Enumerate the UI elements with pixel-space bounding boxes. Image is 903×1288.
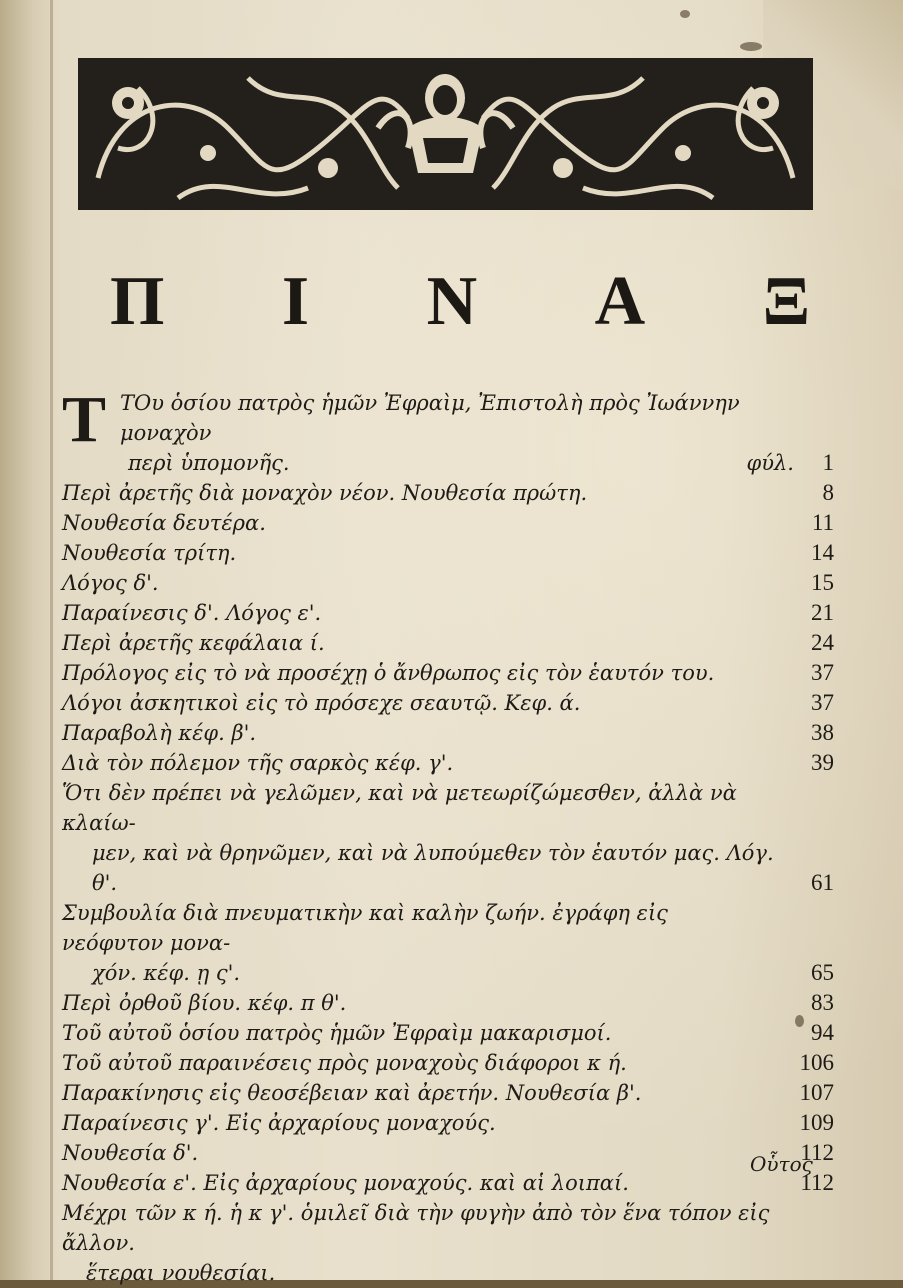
toc-entry — [62, 658, 834, 688]
drop-cap: Τ — [62, 383, 107, 456]
page-title — [110, 262, 810, 342]
toc-entry-text: Λόγος δ'. — [62, 571, 159, 595]
page-number: 39 — [811, 750, 834, 775]
folio-label: φύλ. — [746, 451, 794, 475]
ink-stain — [795, 1015, 804, 1027]
toc-entry — [62, 778, 834, 898]
page-number: 1 — [822, 450, 834, 475]
page-number: 11 — [811, 510, 834, 535]
toc-entry — [62, 508, 834, 538]
page-number: 21 — [811, 600, 834, 625]
toc-entry-text: περὶ ὑπομονῆς. — [128, 451, 290, 475]
toc-entry — [62, 1108, 834, 1138]
page-number: 65 — [811, 960, 834, 985]
toc-entry-text: Πρόλογος εἰς τὸ νὰ προσέχῃ ὁ ἄνθρωπος εἰς τὸν ἑαυτόν του. — [62, 661, 715, 685]
page-number: 8 — [822, 480, 834, 505]
toc-entry — [62, 568, 834, 598]
toc-entry-text: Λόγοι ἀσκητικοὶ εἰς τὸ πρόσεχε σεαυτῷ. Κεφ. ά. — [62, 691, 581, 715]
page-number: 112 — [800, 1170, 834, 1195]
page-number: 15 — [811, 570, 834, 595]
toc-entry — [62, 1168, 834, 1198]
toc-entry — [62, 748, 834, 778]
toc-entry-text: Τοῦ αὐτοῦ παραινέσεις πρὸς μοναχοὺς διάφοροι κ ή. — [62, 1051, 627, 1075]
toc-entry — [62, 1048, 834, 1078]
toc-entry-text: Συμβουλία διὰ πνευματικὴν καὶ καλὴν ζωήν. ἐγράφη εἰς νεόφυτον μονα- — [62, 901, 668, 955]
toc-entry-text: Παραίνεσις δ'. Λόγος ε'. — [62, 601, 322, 625]
ink-stain — [740, 42, 762, 51]
toc-entry-text: Ὅτι δὲν πρέπει νὰ γελῶμεν, καὶ νὰ μετεωρίζώμεσθεν, ἀλλὰ νὰ κλαίω- — [62, 781, 737, 835]
toc-entry-text: Μέχρι τῶν κ ή. ἡ κ γ'. ὁμιλεῖ διὰ τὴν φυγὴν ἀπὸ τὸν ἕνα τόπον εἰς ἄλλον. — [62, 1201, 770, 1255]
page-number: 109 — [799, 1110, 834, 1135]
toc-entry-text: Νουθεσία δ'. — [62, 1141, 199, 1165]
ink-stain — [680, 10, 690, 18]
toc-entry-text: Νουθεσία ε'. Εἰς ἀρχαρίους μοναχούς. καὶ αἱ λοιπαί. — [62, 1171, 629, 1195]
toc-entry — [62, 383, 834, 478]
toc-entry — [62, 718, 834, 748]
toc-entry-text: Τοῦ αὐτοῦ ὁσίου πατρὸς ἡμῶν Ἐφραὶμ μακαρισμοί. — [62, 1021, 612, 1045]
title-letter: Ν — [426, 263, 478, 340]
table-of-contents — [62, 383, 834, 1288]
toc-entry-text: ΤΟυ ὁσίου πατρὸς ἡμῶν Ἐφραὶμ, Ἐπιστολὴ πρὸς Ἰωάννην μοναχὸν — [120, 391, 740, 445]
toc-entry — [62, 1018, 834, 1048]
toc-entry-text: Περὶ ἀρετῆς κεφάλαια ί. — [62, 631, 325, 655]
toc-entry-text: χόν. κέφ. ῃ ς'. — [92, 961, 241, 985]
headpiece-ornament — [78, 58, 813, 210]
page-number: 106 — [799, 1050, 834, 1075]
toc-entry-text: Περὶ ἀρετῆς διὰ μοναχὸν νέον. Νουθεσία πρώτη. — [62, 481, 588, 505]
toc-entry — [62, 598, 834, 628]
title-letter: Π — [110, 263, 165, 340]
toc-entry-text: Νουθεσία τρίτη. — [62, 541, 237, 565]
toc-entry — [62, 1198, 834, 1288]
toc-entry-text: Παραίνεσις γ'. Εἰς ἀρχαρίους μοναχούς. — [62, 1111, 496, 1135]
page-number: 14 — [811, 540, 834, 565]
toc-entry-text: Διὰ τὸν πόλεμον τῆς σαρκὸς κέφ. γ'. — [62, 751, 454, 775]
page-number: 38 — [811, 720, 834, 745]
page-number: 37 — [811, 690, 834, 715]
catchword: Οὗτος — [750, 1152, 813, 1176]
toc-entry — [62, 988, 834, 1018]
page-number: 112 — [800, 1140, 834, 1165]
toc-entry — [62, 1078, 834, 1108]
toc-entry — [62, 628, 834, 658]
toc-entry-text: ἕτεραι νουθεσίαι. — [86, 1261, 276, 1285]
toc-entry — [62, 1138, 834, 1168]
page-number: 61 — [811, 870, 834, 895]
title-letter: Α — [594, 263, 646, 340]
toc-entry-text: Παρακίνησις εἰς θεοσέβειαν καὶ ἀρετήν. Νουθεσία β'. — [62, 1081, 642, 1105]
toc-entry-text: Περὶ ὀρθοῦ βίου. κέφ. π θ'. — [62, 991, 347, 1015]
title-letter: Ι — [281, 263, 310, 340]
page-number: 83 — [811, 990, 834, 1015]
toc-entry-text: Παραβολὴ κέφ. β'. — [62, 721, 257, 745]
toc-entry — [62, 538, 834, 568]
toc-entry-text: μεν, καὶ νὰ θρηνῶμεν, καὶ νὰ λυπούμεθεν τὸν ἑαυτόν μας. Λόγ. θ'. — [92, 841, 774, 895]
page-number: 107 — [799, 1080, 834, 1105]
toc-entry — [62, 688, 834, 718]
page-number: 24 — [811, 630, 834, 655]
page-number: 94 — [811, 1020, 834, 1045]
title-letter: Ξ — [762, 263, 810, 340]
toc-entry — [62, 898, 834, 988]
page-number: 37 — [811, 660, 834, 685]
toc-entry — [62, 478, 834, 508]
toc-entry-text: Νουθεσία δευτέρα. — [62, 511, 266, 535]
